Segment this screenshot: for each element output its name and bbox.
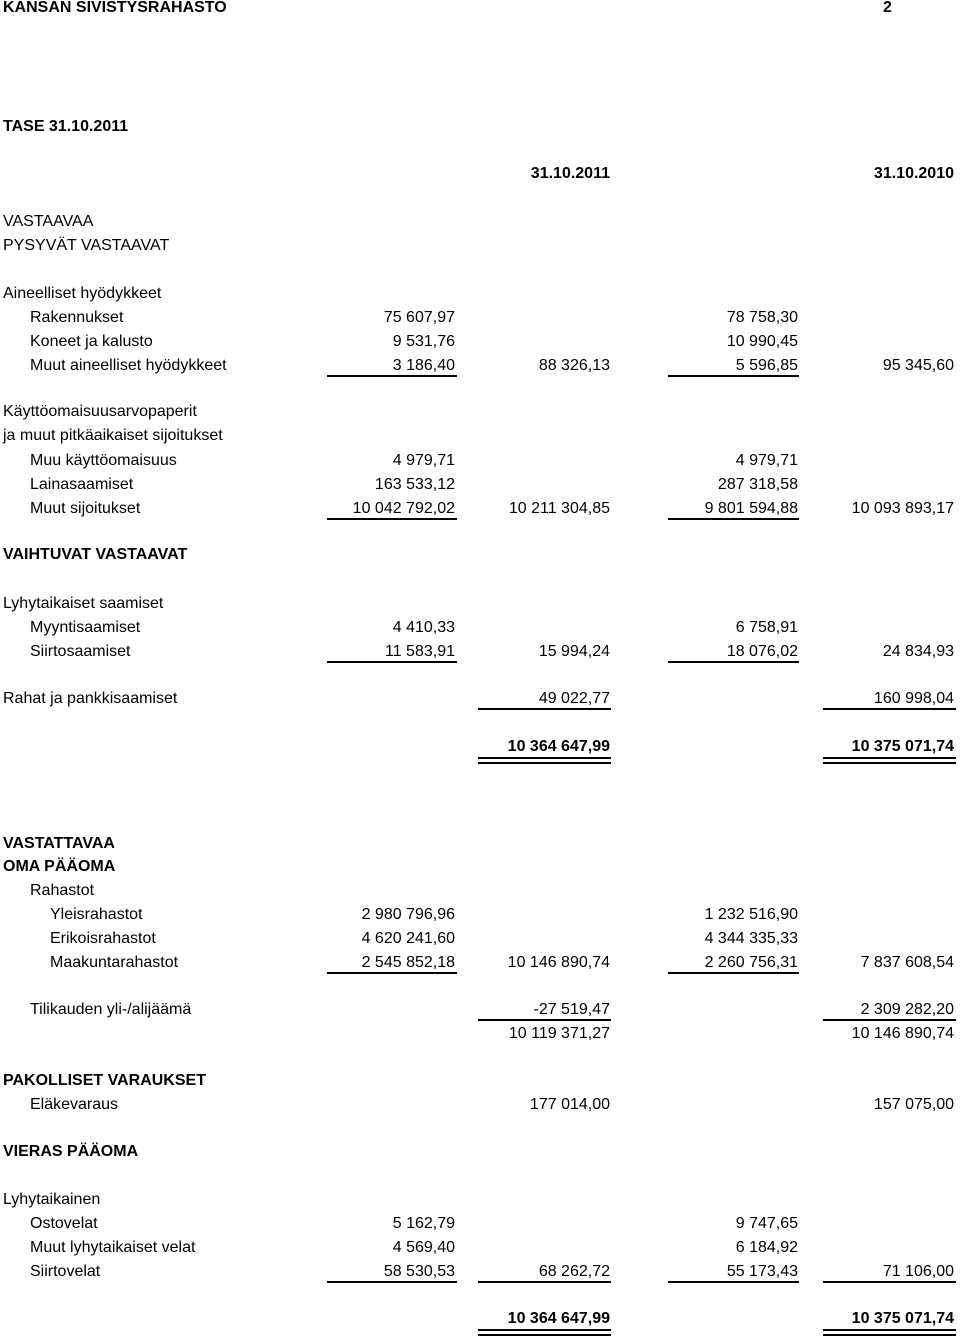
- value-cell: 157 075,00: [873, 1096, 954, 1113]
- fixed-assets-heading: PYSYVÄT VASTAAVAT: [3, 237, 170, 254]
- value-cell: 4 620 241,60: [361, 930, 455, 947]
- value-cell: 5 162,79: [392, 1215, 455, 1232]
- value-cell: 4 410,33: [392, 619, 455, 636]
- subtotal-underline: [327, 1281, 457, 1283]
- column-header-current: 31.10.2011: [530, 165, 610, 182]
- row-label: Koneet ja kalusto: [30, 333, 153, 350]
- short-term-debt-heading: Lyhytaikainen: [3, 1191, 101, 1208]
- row-label: Tilikauden yli-/alijäämä: [30, 1001, 192, 1018]
- value-cell: 6 184,92: [735, 1239, 798, 1256]
- liabilities-total-previous: 10 375 071,74: [851, 1310, 954, 1327]
- value-cell: 24 834,93: [882, 643, 954, 660]
- subtotal-underline: [327, 661, 457, 663]
- value-cell: 11 583,91: [385, 643, 455, 660]
- row-label: Myyntisaamiset: [30, 619, 141, 636]
- total-double-underline: [478, 1329, 611, 1336]
- debt-heading: VIERAS PÄÄOMA: [3, 1143, 139, 1160]
- subtotal-underline: [823, 1281, 956, 1283]
- total-double-underline: [823, 1329, 956, 1336]
- value-cell: 4 569,40: [392, 1239, 455, 1256]
- value-cell: 49 022,77: [538, 690, 610, 707]
- tangible-assets-heading: Aineelliset hyödykkeet: [3, 285, 162, 302]
- value-cell: 71 106,00: [882, 1263, 954, 1280]
- total-double-underline: [478, 757, 611, 764]
- value-cell: 1 232 516,90: [704, 906, 798, 923]
- value-cell: 55 173,43: [726, 1263, 798, 1280]
- value-cell: 88 326,13: [538, 357, 610, 374]
- document-title: TASE 31.10.2011: [3, 118, 129, 135]
- row-label: Erikoisrahastot: [50, 930, 156, 947]
- subtotal-underline: [668, 661, 799, 663]
- value-cell: 78 758,30: [726, 309, 798, 326]
- value-cell: 5 596,85: [735, 357, 798, 374]
- value-cell: 3 186,40: [392, 357, 455, 374]
- value-cell: 10 211 304,85: [508, 500, 610, 517]
- value-cell: 2 260 756,31: [704, 954, 798, 971]
- subtotal-underline: [478, 1281, 611, 1283]
- row-label: Rakennukset: [30, 309, 124, 326]
- subtotal-underline: [823, 1019, 956, 1021]
- row-label: Muut sijoitukset: [30, 500, 141, 517]
- row-label: Siirtovelat: [30, 1263, 101, 1280]
- assets-total-previous: 10 375 071,74: [851, 738, 954, 755]
- value-cell: 6 758,91: [735, 619, 798, 636]
- subtotal-underline: [327, 518, 457, 520]
- total-double-underline: [823, 757, 956, 764]
- row-label: Maakuntarahastot: [50, 954, 179, 971]
- equity-total-previous: 10 146 890,74: [851, 1025, 954, 1042]
- receivables-heading: Lyhytaikaiset saamiset: [3, 595, 164, 612]
- row-label: Muut aineelliset hyödykkeet: [30, 357, 227, 374]
- subtotal-underline: [327, 972, 457, 974]
- organization-name: KANSAN SIVISTYSRAHASTO: [3, 0, 227, 16]
- equity-heading: OMA PÄÄOMA: [3, 858, 116, 875]
- value-cell: 2 980 796,96: [361, 906, 455, 923]
- value-cell: 10 146 890,74: [507, 954, 610, 971]
- value-cell: -27 519,47: [533, 1001, 610, 1018]
- value-cell: 18 076,02: [726, 643, 798, 660]
- column-header-previous: 31.10.2010: [873, 165, 954, 182]
- subtotal-underline: [327, 375, 457, 377]
- value-cell: 10 042 792,02: [352, 500, 455, 517]
- value-cell: 68 262,72: [538, 1263, 610, 1280]
- value-cell: 2 545 852,18: [361, 954, 455, 971]
- value-cell: 10 990,45: [726, 333, 798, 350]
- value-cell: 177 014,00: [529, 1096, 610, 1113]
- value-cell: 95 345,60: [882, 357, 954, 374]
- subtotal-underline: [668, 375, 799, 377]
- row-label: Eläkevaraus: [30, 1096, 119, 1113]
- value-cell: 4 979,71: [392, 452, 455, 469]
- row-label: Muut lyhytaikaiset velat: [30, 1239, 196, 1256]
- row-label: Yleisrahastot: [50, 906, 143, 923]
- value-cell: 10 093 893,17: [851, 500, 954, 517]
- assets-heading: VASTAAVAA: [3, 213, 94, 230]
- subtotal-underline: [478, 1019, 611, 1021]
- row-label: Lainasaamiset: [30, 476, 134, 493]
- value-cell: 58 530,53: [383, 1263, 455, 1280]
- value-cell: 9 801 594,88: [704, 500, 798, 517]
- subtotal-underline: [668, 972, 799, 974]
- subtotal-underline: [668, 1281, 799, 1283]
- value-cell: 15 994,24: [538, 643, 610, 660]
- value-cell: 4 979,71: [735, 452, 798, 469]
- row-label: Rahat ja pankkisaamiset: [3, 690, 178, 707]
- provisions-heading: PAKOLLISET VARAUKSET: [3, 1072, 206, 1089]
- value-cell: 163 533,12: [374, 476, 455, 493]
- liabilities-total: 10 364 647,99: [507, 1310, 610, 1327]
- funds-heading: Rahastot: [30, 882, 95, 899]
- assets-total: 10 364 647,99: [507, 738, 610, 755]
- subtotal-underline: [823, 708, 956, 710]
- value-cell: 287 318,58: [717, 476, 798, 493]
- liabilities-heading: VASTATTAVAA: [3, 835, 115, 852]
- subtotal-underline: [478, 708, 611, 710]
- subtotal-underline: [668, 518, 799, 520]
- value-cell: 2 309 282,20: [860, 1001, 954, 1018]
- row-label: Siirtosaamiset: [30, 643, 131, 660]
- value-cell: 9 531,76: [392, 333, 455, 350]
- current-assets-heading: VAIHTUVAT VASTAAVAT: [3, 546, 188, 563]
- value-cell: 75 607,97: [383, 309, 455, 326]
- value-cell: 160 998,04: [873, 690, 954, 707]
- investments-heading-2: ja muut pitkäaikaiset sijoitukset: [3, 427, 223, 444]
- row-label: Ostovelat: [30, 1215, 98, 1232]
- row-label: Muu käyttöomaisuus: [30, 452, 177, 469]
- investments-heading: Käyttöomaisuusarvopaperit: [3, 403, 197, 420]
- value-cell: 7 837 608,54: [860, 954, 954, 971]
- value-cell: 4 344 335,33: [704, 930, 798, 947]
- value-cell: 9 747,65: [735, 1215, 798, 1232]
- page-number: 2: [883, 0, 892, 16]
- equity-total: 10 119 371,27: [508, 1025, 610, 1042]
